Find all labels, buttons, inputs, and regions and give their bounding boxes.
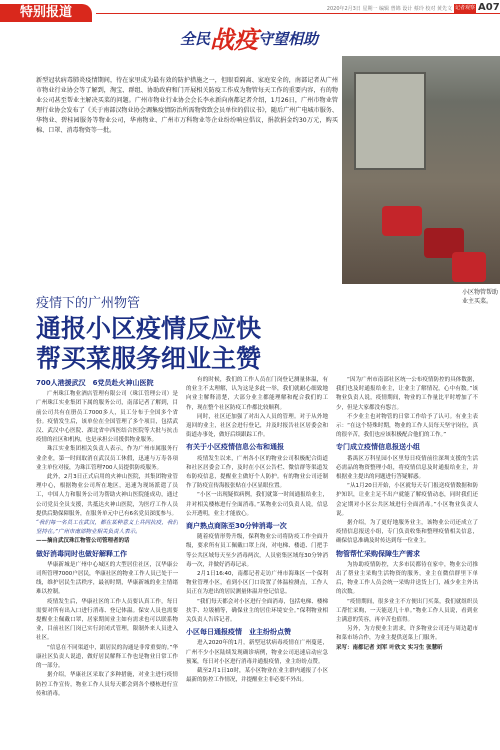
dateline: 2020年2月3日 星期一 编辑 曾锦 设计 蔡玲 校对 黄先文: [326, 6, 452, 12]
article-paragraph: 进入2020年的1月，新型冠状病毒疫情在广州蔓延，广州不少小区陆续发现确诊病例，物业公司迅速启动应急预案，每日对小区进行消毒并通报疫情，业主纷纷点赞。: [186, 640, 328, 665]
article-column-1: [36, 376, 178, 750]
article-paragraph: “我们每天都会对小区进行全面消毒，包括电梯、楼梯扶手、垃圾桶等，确保业主的居住环境安全。”保利物业相关负责人告诉记者。: [186, 598, 328, 624]
article-paragraph: 据介绍，为了更好地服务业主，该物业公司还成立了疫情信息报送小组，专门负责收集和整理疫情相关信息，确保信息准确及时传达到每一位业主。: [336, 520, 478, 545]
article-paragraph: 番禺区万科星园小区里每日疫情前往深圳支援的生活必需品的物资整理小组，将疫情信息及时通报给业主，并根据业主提出的问题进行答疑解惑。: [336, 455, 478, 481]
article-paragraph: 华康新城是广州中心城区的大型居住社区，汉华康公司所管理7000户居民，华康社区的物业工作人员已处于一线，维护居民生活秩序，最初时期，华康新城的业主情绪难以控制。: [36, 561, 178, 596]
section-tag: 特别报道: [0, 4, 92, 22]
article-paragraph: 疫情发生以来，广州各小区的物业公司积极配合街道和社区居委会工作，及时在小区公告栏、微信群等渠道发布防疫信息，提醒业主做好个人防护。有的物业公司还制作了防疫宣传海报张贴在小区显眼位置。: [186, 455, 328, 490]
article-paragraph: 随着疫情形势升级，保利物业公司将防疫工作全面升级，要求所有员工佩戴口罩上岗，对电梯、楼道、门把手等公共区域每天至少消毒两次，人员密集区域每30分钟消毒一次，并做好消毒记录。: [186, 534, 328, 568]
subheading: 商户熟点商陈至30分钟消毒一次: [186, 522, 287, 531]
article-paragraph: “因为广州市南部社区统一公布疫情防控的具体数据，我们也及时通报给业主，让业主了解情况，心中有数。”该物业负责人说，疫情期间，物业的工作量比平时增加了不少，但是大家都没有怨言。: [336, 377, 478, 411]
subheading: 物管帮忙采购保障生产需求: [336, 549, 420, 558]
article-paragraph: “信息在不同渠道中，跟居民的沟通是非常重要的。”华康社区负责人说道，做好居民解释工作也是物业日常工作的一部分。: [36, 644, 178, 670]
news-photo: [342, 56, 500, 284]
intro-paragraph: 新型冠状病毒肺炎疫情期间，待在家里成为最有效的防护措施之一，但眼看隔离、家庭安全的，南部记者从广州市物业行业协会等了解到，淘宝、群组、协助政府和门开展相关防疫工作成为物管每天工作的重要内容，有的物业公司甚至帮业主解决买菜的问题。广州市物业行业协会会长李永新向南都记者介绍，1月26日，广州市物业管理行业协会发布了《关于南部汉物业协会调集疫情防治所需物资致会员单位的倡议书》，随后广州广电城市服务、华物业、碧桂园服务等物业公司，华南物业、广州市万科物业等企业纷纷响应倡议，捐款捐金约30万元，购买棉、口罩、消毒物资等一批。: [36, 77, 338, 134]
byline: ——摘自武汉珠江物管公司管理者的话: [36, 538, 130, 545]
headline-line-1: 通报小区疫情反应快: [36, 314, 262, 343]
article-paragraph: 截至2月1日10时，某小区物业在业主群内通报了小区最新的防控工作情况，并提醒业主非必要不外出。: [186, 668, 328, 684]
article-paragraph: 珠江实业集团相关负责人表示，作为广州市属服务行业企业，第一时间取消在武汉员工休假，迅速与万寿各项业主单位对接，为珠江管理700人员提供防疫服务。: [36, 446, 178, 471]
article-paragraph: 有的时候，我们的工作人员在门岗登记测量体温，有的业主不太理解，认为这是多此一举，我们就耐心细致地向业主解释清楚，大部分业主都能理解和配合我们的工作，现在整个社区防疫工作都比较顺利。: [186, 377, 328, 411]
photo-caption: 小区物管帮助业主买菜。: [462, 289, 499, 305]
article-column-2: [186, 376, 328, 750]
slogan-highlight: 战疫: [210, 25, 259, 54]
article-paragraph: 为协助疫情防控，大多市民都待在家中，物业公司推出了帮业主采购生活物资的服务，业主在微信群里下单后，物业工作人员会统一采购并送货上门，减少业主外出的次数。: [336, 561, 478, 596]
article-paragraph: “我们每一名员工在武汉，都在某种意义上共同抗疫，我们坚持在。”广州市南部物业相关负责人表示。: [36, 520, 178, 536]
subheading: 做好消毒同时也做好解释工作: [36, 549, 127, 558]
article-paragraph: 另外，为方便业主需求，许多物业公司还与周边超市和菜市场合作，为业主提供送菜上门服务。: [336, 626, 478, 642]
article-paragraph: 疫情发生后，华康社区的工作人员要认真工作，每日需要对所有出入口进行消毒、登记体温。保安人员也需要提醒业主佩戴口罩，居家期间业主如有需求也可以联系物业，目前社区门岗已实行封闭式管理，限制外来人员进入社区。: [36, 598, 178, 642]
article-paragraph: 2月1日16:40，南都记者走访广州市海珠区一个保利物业管理小区，看到小区门口设置了体温检测点，工作人员正在为进出的居民测量体温并登记信息。: [186, 571, 328, 596]
subheading: 有关于小区疫情信息公布和通报: [186, 443, 284, 452]
headline-kicker: 疫情下的广州物管: [36, 296, 141, 311]
photo-window: [354, 72, 426, 170]
article-paragraph: “疫情期间，很多业主不方便出门买菜，我们就组织员工帮忙采购，一天能送几十单。”物业工作人员说，看到业主满意的笑容，再辛苦也值得。: [336, 598, 478, 624]
article-paragraph: 不少业主也对物管的日常工作给予了认可。有业主表示：“在这个特殊时期，物业的工作人员每天坚守岗位，真的很辛苦，我们也应该积极配合他们的工作。”: [336, 413, 478, 439]
header-rule: [96, 13, 500, 14]
slogan-prefix: 全民: [180, 30, 211, 48]
headline-line-2: 帮买菜服务细业主赞: [36, 344, 262, 373]
byline: 采写：南都记者 刘军 叶欣文 实习生 张慧昕: [336, 644, 443, 651]
subheading: 700人港援武汉 6党员赴火神山医院: [36, 379, 154, 387]
article-paragraph: 广州珠江物业酒店管理有限公司（珠江管理公司）是广州珠江实业集团下属的服务公司，南部记者了解到，目前公司共有在册员工7000多人，员工分布于全国多个省份。疫情发生后，该单位在全国管理了多个项目，包括武汉、武汉中心医院、湖北省中西医结合医院等大批与抗击疫情的社区和机构，也是承担公司援供物业服务。: [36, 391, 178, 444]
photo-bag-red: [382, 206, 422, 236]
article-paragraph: “从1月20日开始，小区就每天专门报送疫情数据和防护知识，让业主足不出户就能了解疫情动态，同时我们还会定期对小区公共区域进行全面消毒。”小区物业负责人说。: [336, 483, 478, 517]
article-paragraph: 据介绍，华康社区采取了多种措施，对业主进行疫情防控工作宣传，物业工作人员每天都会到各个楼栋进行宣传和消毒。: [36, 672, 178, 697]
page-number: A07: [478, 2, 500, 13]
article-column-3: [336, 376, 478, 750]
main-headline: [36, 314, 456, 374]
article-paragraph: “小区一出现疑似病例，我们就第一时间通报给业主，并对相关楼栋进行全面消毒。”某物业公司负责人说，信息公开透明，业主才能放心。: [186, 492, 328, 517]
slogan-banner: [180, 24, 480, 54]
subheading: 小区每日通报疫情 业主纷纷点赞: [186, 628, 291, 637]
article-paragraph: 同时，社区还加强了对出入人员的管理。对于从外地返回的业主，社区会进行登记，并及时报告社区居委会和街道办事处，做好后续跟踪工作。: [186, 413, 328, 439]
slogan-suffix: 守望相助: [258, 30, 319, 48]
subheading: 专门成立疫情信息报送小组: [336, 443, 420, 452]
photo-bag-red: [452, 252, 486, 282]
article-paragraph: 此外，2月3日正式启用的火神山医院，其集团物业管理中心，根据物业公司所在地区，迅速为现场派遣了员工，中国人力和服务公司为帮助火神山医院能成功，通过公司党员全员支援，共抵达火神山医院，为医疗工作人员提供后勤保障服务，在服务单元中已有6名党员深度参与。: [36, 474, 178, 517]
section-label: 记者观察: [454, 5, 475, 11]
